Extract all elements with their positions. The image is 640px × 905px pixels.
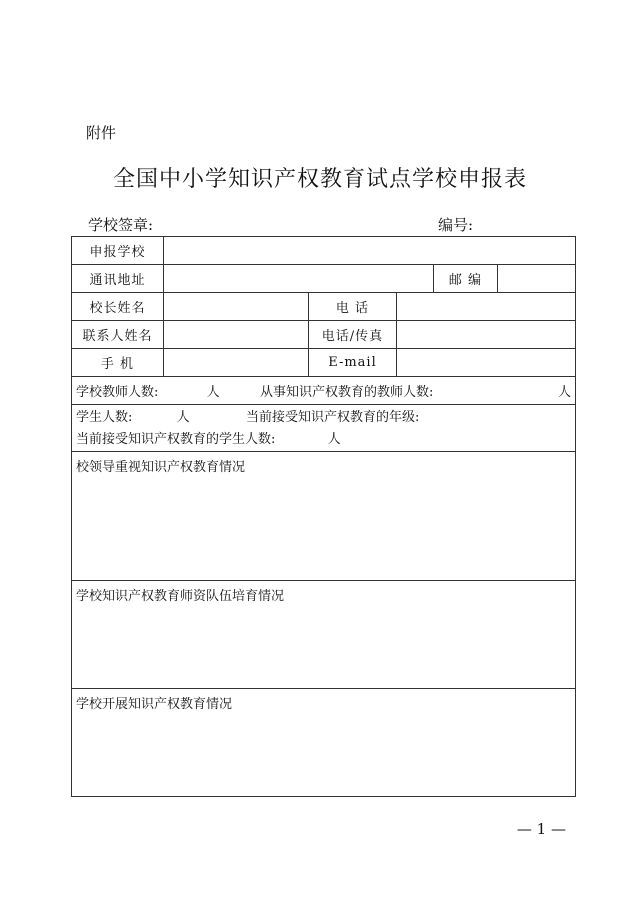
row-principal — [72, 293, 576, 321]
address-field[interactable] — [164, 265, 434, 293]
row-students — [72, 405, 576, 452]
page-number — [0, 820, 640, 838]
page-number-text: — 1 — — [516, 820, 566, 838]
postcode-label: 邮 编 — [434, 265, 498, 293]
training-section-label: 学校知识产权教育师资队伍培育情况 — [76, 589, 285, 604]
students-count-label: 学生人数: — [76, 410, 133, 425]
row-leadership — [72, 452, 576, 581]
students-unit: 人 — [176, 410, 190, 425]
mobile-field[interactable] — [164, 349, 309, 377]
email-field[interactable] — [397, 349, 576, 377]
row-training — [72, 581, 576, 689]
row-activities — [72, 689, 576, 797]
students-count-cell[interactable] — [72, 405, 576, 452]
principal-name-field[interactable] — [164, 293, 309, 321]
phone-label: 电 话 — [309, 293, 397, 321]
teachers-count-label: 学校教师人数: — [76, 385, 159, 400]
email-label: E-mail — [309, 349, 397, 377]
mobile-label: 手 机 — [72, 349, 164, 377]
serial-number-label: 编号: — [438, 216, 474, 234]
phone-fax-field[interactable] — [397, 321, 576, 349]
attachment-label: 附件 — [86, 124, 117, 142]
row-teachers — [72, 377, 576, 405]
training-section-cell[interactable] — [72, 581, 576, 689]
row-address — [72, 265, 576, 293]
principal-name-label: 校长姓名 — [72, 293, 164, 321]
activities-section-cell[interactable] — [72, 689, 576, 797]
school-name-label: 申报学校 — [72, 237, 164, 265]
ip-teachers-label: 从事知识产权教育的教师人数: — [259, 385, 434, 400]
teachers-unit: 人 — [206, 385, 220, 400]
leadership-section-label: 校领导重视知识产权教育情况 — [76, 460, 246, 475]
row-contact — [72, 321, 576, 349]
phone-fax-label: 电话/传真 — [309, 321, 397, 349]
school-name-field[interactable] — [164, 237, 576, 265]
contact-name-field[interactable] — [164, 321, 309, 349]
row-mobile — [72, 349, 576, 377]
application-form-table — [71, 236, 576, 797]
page-title: 全国中小学知识产权教育试点学校申报表 — [112, 167, 527, 192]
ip-students-label: 当前接受知识产权教育的学生人数: — [76, 432, 276, 447]
contact-name-label: 联系人姓名 — [72, 321, 164, 349]
school-seal-label: 学校签章: — [88, 216, 154, 234]
ip-grades-label: 当前接受知识产权教育的年级: — [245, 410, 420, 425]
ip-students-unit: 人 — [327, 432, 341, 447]
address-label: 通讯地址 — [72, 265, 164, 293]
leadership-section-cell[interactable] — [72, 452, 576, 581]
postcode-field[interactable] — [498, 265, 576, 293]
activities-section-label: 学校开展知识产权教育情况 — [76, 697, 233, 712]
ip-teachers-unit: 人 — [558, 385, 572, 400]
row-school — [72, 237, 576, 265]
phone-field[interactable] — [397, 293, 576, 321]
teachers-count-cell[interactable] — [72, 377, 576, 405]
